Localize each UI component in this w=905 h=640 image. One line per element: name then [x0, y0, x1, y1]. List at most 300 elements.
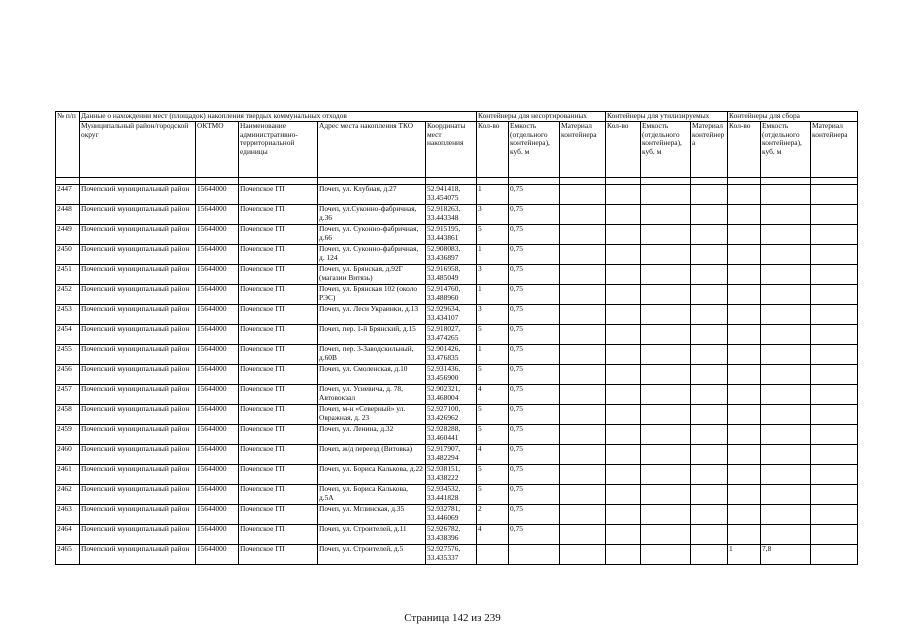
count-recycled-cell	[606, 445, 641, 465]
count-unsorted-cell: 5	[477, 325, 509, 345]
count-unsorted-cell: 3	[477, 205, 509, 225]
count-recycled-cell	[606, 405, 641, 425]
material-collection-cell	[811, 365, 858, 385]
material-recycled-cell	[691, 425, 728, 445]
count-recycled-cell	[606, 385, 641, 405]
count-collection-cell	[728, 185, 761, 205]
volume-collection-cell	[761, 485, 811, 505]
admin-unit-cell: Почепское ГП	[239, 505, 318, 525]
count-unsorted-cell: 1	[477, 245, 509, 265]
table-row	[56, 185, 858, 205]
header-count-collection: Кол-во	[728, 122, 761, 178]
material-unsorted-cell	[560, 385, 606, 405]
coords-cell: 52.929634, 33.434107	[426, 305, 477, 325]
count-unsorted-cell: 5	[477, 465, 509, 485]
admin-unit-cell: Почепское ГП	[239, 385, 318, 405]
oktmo-cell: 15644000	[196, 385, 239, 405]
count-recycled-cell	[606, 285, 641, 305]
volume-recycled-cell	[641, 445, 691, 465]
address-cell: Почеп, пер. 1-й Брянский, д.15	[318, 325, 426, 345]
volume-collection-cell	[761, 265, 811, 285]
material-collection-cell	[811, 285, 858, 305]
district-cell: Почепский муниципальный район	[80, 285, 196, 305]
volume-collection-cell	[761, 305, 811, 325]
volume-unsorted-cell: 0,75	[509, 425, 560, 445]
coords-cell: 52.918263, 33.443348	[426, 205, 477, 225]
coords-cell: 52.928288, 33.460441	[426, 425, 477, 445]
material-collection-cell	[811, 225, 858, 245]
table-row	[56, 545, 858, 565]
container-sites-table	[55, 111, 858, 565]
oktmo-cell: 15644000	[196, 325, 239, 345]
material-recycled-cell	[691, 485, 728, 505]
count-collection-cell	[728, 445, 761, 465]
coords-cell: 52.941418, 33.454075	[426, 185, 477, 205]
admin-unit-cell: Почепское ГП	[239, 245, 318, 265]
district-cell: Почепский муниципальный район	[80, 445, 196, 465]
oktmo-cell: 15644000	[196, 485, 239, 505]
volume-recycled-cell	[641, 465, 691, 485]
district-cell: Почепский муниципальный район	[80, 545, 196, 565]
oktmo-cell: 15644000	[196, 445, 239, 465]
volume-recycled-cell	[641, 385, 691, 405]
count-recycled-cell	[606, 425, 641, 445]
volume-collection-cell	[761, 225, 811, 245]
address-cell: Почеп, ул.Суконно-фабричная, д.36	[318, 205, 426, 225]
volume-collection-cell	[761, 285, 811, 305]
row-number: 2451	[56, 265, 80, 285]
address-cell: Почеп, ул. Суконно-фабричная, д.66	[318, 225, 426, 245]
row-number: 2464	[56, 525, 80, 545]
table-row	[56, 465, 858, 485]
table-row	[56, 365, 858, 385]
address-cell: Почеп, ул. Бориса Калькова, д.22	[318, 465, 426, 485]
volume-unsorted-cell: 0,75	[509, 305, 560, 325]
count-recycled-cell	[606, 265, 641, 285]
oktmo-cell: 15644000	[196, 305, 239, 325]
coords-cell: 52.917907, 33.482294	[426, 445, 477, 465]
material-unsorted-cell	[560, 545, 606, 565]
coords-cell: 52.918027, 33.474265	[426, 325, 477, 345]
material-unsorted-cell	[560, 505, 606, 525]
header-num: № п/п	[56, 112, 80, 178]
count-unsorted-cell: 3	[477, 265, 509, 285]
volume-collection-cell	[761, 325, 811, 345]
row-number: 2461	[56, 465, 80, 485]
count-recycled-cell	[606, 205, 641, 225]
count-collection-cell	[728, 485, 761, 505]
coords-cell: 52.916958, 33.485049	[426, 265, 477, 285]
count-collection-cell	[728, 525, 761, 545]
material-unsorted-cell	[560, 325, 606, 345]
volume-recycled-cell	[641, 245, 691, 265]
address-cell: Почеп, ул. Ленина, д.32	[318, 425, 426, 445]
coords-cell: 52.927576, 33.435337	[426, 545, 477, 565]
count-collection-cell	[728, 205, 761, 225]
volume-recycled-cell	[641, 505, 691, 525]
coords-cell: 52.927100, 33.426962	[426, 405, 477, 425]
count-recycled-cell	[606, 305, 641, 325]
page-footer: Страница 142 из 239	[404, 612, 501, 624]
address-cell: Почеп, ул. Брянская, д.92Г (магазин Витязь)	[318, 265, 426, 285]
volume-recycled-cell	[641, 225, 691, 245]
header-volume-recycled: Емкость (отдельного контейнера), куб. м	[641, 122, 691, 178]
material-recycled-cell	[691, 285, 728, 305]
volume-recycled-cell	[641, 545, 691, 565]
admin-unit-cell: Почепское ГП	[239, 525, 318, 545]
count-unsorted-cell: 1	[477, 185, 509, 205]
admin-unit-cell: Почепское ГП	[239, 285, 318, 305]
count-collection-cell	[728, 425, 761, 445]
volume-recycled-cell	[641, 405, 691, 425]
oktmo-cell: 15644000	[196, 245, 239, 265]
address-cell: Почеп, ж/д переезд (Витовка)	[318, 445, 426, 465]
coords-cell: 52.902321, 33.468004	[426, 385, 477, 405]
material-collection-cell	[811, 325, 858, 345]
count-collection-cell	[728, 225, 761, 245]
material-collection-cell	[811, 525, 858, 545]
coords-cell: 52.934532, 33.441828	[426, 485, 477, 505]
volume-unsorted-cell: 0,75	[509, 505, 560, 525]
address-cell: Почеп, ул. Усиевича, д. 78, Автовокзал	[318, 385, 426, 405]
admin-unit-cell: Почепское ГП	[239, 425, 318, 445]
volume-recycled-cell	[641, 305, 691, 325]
count-recycled-cell	[606, 225, 641, 245]
header-count-recycled: Кол-во	[606, 122, 641, 178]
material-unsorted-cell	[560, 185, 606, 205]
oktmo-cell: 15644000	[196, 365, 239, 385]
volume-recycled-cell	[641, 205, 691, 225]
volume-collection-cell	[761, 425, 811, 445]
material-unsorted-cell	[560, 465, 606, 485]
district-cell: Почепский муниципальный район	[80, 345, 196, 365]
count-collection-cell	[728, 405, 761, 425]
material-collection-cell	[811, 385, 858, 405]
header-material-recycled: Материал контейнер а	[691, 122, 728, 178]
material-recycled-cell	[691, 445, 728, 465]
volume-collection-cell	[761, 405, 811, 425]
row-number: 2448	[56, 205, 80, 225]
count-recycled-cell	[606, 485, 641, 505]
material-recycled-cell	[691, 385, 728, 405]
row-number: 2460	[56, 445, 80, 465]
material-collection-cell	[811, 445, 858, 465]
volume-unsorted-cell: 0,75	[509, 465, 560, 485]
volume-recycled-cell	[641, 325, 691, 345]
volume-recycled-cell	[641, 525, 691, 545]
header-material-unsorted: Материал контейнера	[560, 122, 606, 178]
count-recycled-cell	[606, 365, 641, 385]
material-unsorted-cell	[560, 525, 606, 545]
material-unsorted-cell	[560, 405, 606, 425]
volume-unsorted-cell: 0,75	[509, 525, 560, 545]
volume-unsorted-cell	[509, 545, 560, 565]
row-number: 2453	[56, 305, 80, 325]
count-recycled-cell	[606, 325, 641, 345]
count-collection-cell	[728, 245, 761, 265]
address-cell: Почеп, ул. Суконно-фабричная, д. 124	[318, 245, 426, 265]
volume-recycled-cell	[641, 345, 691, 365]
count-unsorted-cell: 4	[477, 385, 509, 405]
material-unsorted-cell	[560, 485, 606, 505]
volume-collection-cell	[761, 525, 811, 545]
material-recycled-cell	[691, 345, 728, 365]
count-collection-cell	[728, 345, 761, 365]
material-unsorted-cell	[560, 365, 606, 385]
material-collection-cell	[811, 545, 858, 565]
district-cell: Почепский муниципальный район	[80, 265, 196, 285]
material-collection-cell	[811, 265, 858, 285]
count-collection-cell	[728, 305, 761, 325]
header-spacer-row	[56, 178, 858, 185]
admin-unit-cell: Почепское ГП	[239, 365, 318, 385]
count-unsorted-cell: 1	[477, 345, 509, 365]
material-recycled-cell	[691, 225, 728, 245]
volume-collection-cell	[761, 445, 811, 465]
material-unsorted-cell	[560, 305, 606, 325]
material-recycled-cell	[691, 405, 728, 425]
count-unsorted-cell: 5	[477, 485, 509, 505]
material-unsorted-cell	[560, 445, 606, 465]
admin-unit-cell: Почепское ГП	[239, 445, 318, 465]
material-recycled-cell	[691, 305, 728, 325]
district-cell: Почепский муниципальный район	[80, 305, 196, 325]
count-collection-cell	[728, 365, 761, 385]
header-collection-group: Контейнеры для сбора	[728, 112, 858, 122]
material-collection-cell	[811, 185, 858, 205]
header-recycled-group: Контейнеры для утилизируемых	[606, 112, 728, 122]
material-collection-cell	[811, 505, 858, 525]
count-collection-cell	[728, 465, 761, 485]
count-recycled-cell	[606, 545, 641, 565]
address-cell: Почеп, ул. Бориса Калькова, д.5А	[318, 485, 426, 505]
admin-unit-cell: Почепское ГП	[239, 325, 318, 345]
row-number: 2459	[56, 425, 80, 445]
table-row	[56, 245, 858, 265]
district-cell: Почепский муниципальный район	[80, 525, 196, 545]
admin-unit-cell: Почепское ГП	[239, 465, 318, 485]
header-volume-collection: Емкость (отдельного контейнера), куб. м	[761, 122, 811, 178]
header-admin-unit: Наименование административно-территориальной единицы	[239, 122, 318, 178]
coords-cell: 52.908083, 33.436897	[426, 245, 477, 265]
admin-unit-cell: Почепское ГП	[239, 205, 318, 225]
material-collection-cell	[811, 205, 858, 225]
admin-unit-cell: Почепское ГП	[239, 225, 318, 245]
volume-recycled-cell	[641, 485, 691, 505]
row-number: 2449	[56, 225, 80, 245]
district-cell: Почепский муниципальный район	[80, 225, 196, 245]
address-cell: Почеп, ул. Строителей, д.5	[318, 545, 426, 565]
count-collection-cell	[728, 505, 761, 525]
header-count-unsorted: Кол-во	[477, 122, 509, 178]
material-recycled-cell	[691, 465, 728, 485]
volume-collection-cell	[761, 185, 811, 205]
material-unsorted-cell	[560, 225, 606, 245]
table-row	[56, 405, 858, 425]
material-recycled-cell	[691, 185, 728, 205]
volume-unsorted-cell: 0,75	[509, 345, 560, 365]
district-cell: Почепский муниципальный район	[80, 365, 196, 385]
volume-unsorted-cell: 0,75	[509, 405, 560, 425]
count-collection-cell: 1	[728, 545, 761, 565]
oktmo-cell: 15644000	[196, 265, 239, 285]
volume-unsorted-cell: 0,75	[509, 245, 560, 265]
material-collection-cell	[811, 465, 858, 485]
volume-unsorted-cell: 0,75	[509, 445, 560, 465]
material-recycled-cell	[691, 505, 728, 525]
oktmo-cell: 15644000	[196, 345, 239, 365]
material-recycled-cell	[691, 245, 728, 265]
table-row	[56, 485, 858, 505]
table-row	[56, 385, 858, 405]
oktmo-cell: 15644000	[196, 425, 239, 445]
row-number: 2462	[56, 485, 80, 505]
coords-cell: 52.931436, 33.456900	[426, 365, 477, 385]
row-number: 2454	[56, 325, 80, 345]
row-number: 2456	[56, 365, 80, 385]
address-cell: Почеп, ул. Мглинская, д.35	[318, 505, 426, 525]
material-recycled-cell	[691, 265, 728, 285]
volume-unsorted-cell: 0,75	[509, 365, 560, 385]
volume-unsorted-cell: 0,75	[509, 285, 560, 305]
count-recycled-cell	[606, 505, 641, 525]
count-collection-cell	[728, 265, 761, 285]
material-unsorted-cell	[560, 205, 606, 225]
count-unsorted-cell: 4	[477, 525, 509, 545]
oktmo-cell: 15644000	[196, 505, 239, 525]
admin-unit-cell: Почепское ГП	[239, 305, 318, 325]
oktmo-cell: 15644000	[196, 545, 239, 565]
material-unsorted-cell	[560, 265, 606, 285]
count-unsorted-cell: 4	[477, 445, 509, 465]
coords-cell: 52.938151, 33.438222	[426, 465, 477, 485]
table-row	[56, 525, 858, 545]
material-unsorted-cell	[560, 285, 606, 305]
header-district: Муниципальный район/городской округ	[80, 122, 196, 178]
table-row	[56, 505, 858, 525]
coords-cell: 52.926782, 33.438396	[426, 525, 477, 545]
address-cell: Почеп, ул. Брянская 102 (около РЭС)	[318, 285, 426, 305]
count-unsorted-cell: 5	[477, 425, 509, 445]
count-unsorted-cell: 2	[477, 505, 509, 525]
material-collection-cell	[811, 405, 858, 425]
volume-unsorted-cell: 0,75	[509, 225, 560, 245]
oktmo-cell: 15644000	[196, 285, 239, 305]
district-cell: Почепский муниципальный район	[80, 185, 196, 205]
material-recycled-cell	[691, 545, 728, 565]
row-number: 2452	[56, 285, 80, 305]
address-cell: Почеп, ул. Строителей, д.11	[318, 525, 426, 545]
material-unsorted-cell	[560, 425, 606, 445]
address-cell: Почеп, м-н «Северный» ул. Овражная, д. 23	[318, 405, 426, 425]
row-number: 2450	[56, 245, 80, 265]
admin-unit-cell: Почепское ГП	[239, 185, 318, 205]
address-cell: Почеп, ул. Леси Украинки, д.13	[318, 305, 426, 325]
address-cell: Почеп, пер. 3-Заводскильный, д.60В	[318, 345, 426, 365]
coords-cell: 52.901426, 33.476835	[426, 345, 477, 365]
volume-recycled-cell	[641, 265, 691, 285]
oktmo-cell: 15644000	[196, 225, 239, 245]
district-cell: Почепский муниципальный район	[80, 405, 196, 425]
material-collection-cell	[811, 485, 858, 505]
material-unsorted-cell	[560, 245, 606, 265]
table-row	[56, 325, 858, 345]
count-unsorted-cell: 5	[477, 405, 509, 425]
address-cell: Почеп, ул. Клубная, д.27	[318, 185, 426, 205]
oktmo-cell: 15644000	[196, 205, 239, 225]
material-unsorted-cell	[560, 345, 606, 365]
volume-collection-cell	[761, 205, 811, 225]
district-cell: Почепский муниципальный район	[80, 425, 196, 445]
admin-unit-cell: Почепское ГП	[239, 345, 318, 365]
table-row	[56, 225, 858, 245]
table-row	[56, 425, 858, 445]
material-recycled-cell	[691, 205, 728, 225]
material-recycled-cell	[691, 525, 728, 545]
volume-unsorted-cell: 0,75	[509, 185, 560, 205]
table-row	[56, 345, 858, 365]
volume-unsorted-cell: 0,75	[509, 385, 560, 405]
oktmo-cell: 15644000	[196, 405, 239, 425]
count-recycled-cell	[606, 525, 641, 545]
district-cell: Почепский муниципальный район	[80, 205, 196, 225]
admin-unit-cell: Почепское ГП	[239, 485, 318, 505]
count-recycled-cell	[606, 345, 641, 365]
oktmo-cell: 15644000	[196, 185, 239, 205]
material-collection-cell	[811, 345, 858, 365]
coords-cell: 52.914760, 33.488960	[426, 285, 477, 305]
header-unsorted-group: Контейнеры для несортированных	[477, 112, 606, 122]
header-location-group: Данные о нахождении мест (площадок) накопления твердых коммунальных отходов	[80, 112, 477, 122]
row-number: 2457	[56, 385, 80, 405]
volume-collection-cell	[761, 465, 811, 485]
count-collection-cell	[728, 385, 761, 405]
table-row	[56, 285, 858, 305]
header-material-collection: Материал контейнера	[811, 122, 858, 178]
volume-recycled-cell	[641, 365, 691, 385]
row-number: 2447	[56, 185, 80, 205]
material-collection-cell	[811, 425, 858, 445]
volume-unsorted-cell: 0,75	[509, 265, 560, 285]
district-cell: Почепский муниципальный район	[80, 385, 196, 405]
table-row	[56, 445, 858, 465]
table-row	[56, 205, 858, 225]
volume-unsorted-cell: 0,75	[509, 205, 560, 225]
count-unsorted-cell: 5	[477, 225, 509, 245]
district-cell: Почепский муниципальный район	[80, 485, 196, 505]
count-unsorted-cell: 1	[477, 285, 509, 305]
coords-cell: 52.932781, 33.446069	[426, 505, 477, 525]
header-coords: Координаты мест накопления	[426, 122, 477, 178]
row-number: 2455	[56, 345, 80, 365]
district-cell: Почепский муниципальный район	[80, 465, 196, 485]
oktmo-cell: 15644000	[196, 465, 239, 485]
district-cell: Почепский муниципальный район	[80, 245, 196, 265]
volume-unsorted-cell: 0,75	[509, 485, 560, 505]
volume-recycled-cell	[641, 425, 691, 445]
count-unsorted-cell	[477, 545, 509, 565]
count-unsorted-cell: 5	[477, 365, 509, 385]
volume-collection-cell	[761, 385, 811, 405]
count-unsorted-cell: 3	[477, 305, 509, 325]
volume-collection-cell: 7,8	[761, 545, 811, 565]
coords-cell: 52.915195, 33.443861	[426, 225, 477, 245]
count-collection-cell	[728, 325, 761, 345]
admin-unit-cell: Почепское ГП	[239, 405, 318, 425]
district-cell: Почепский муниципальный район	[80, 505, 196, 525]
address-cell: Почеп, ул. Смоленская, д.10	[318, 365, 426, 385]
table-row	[56, 305, 858, 325]
